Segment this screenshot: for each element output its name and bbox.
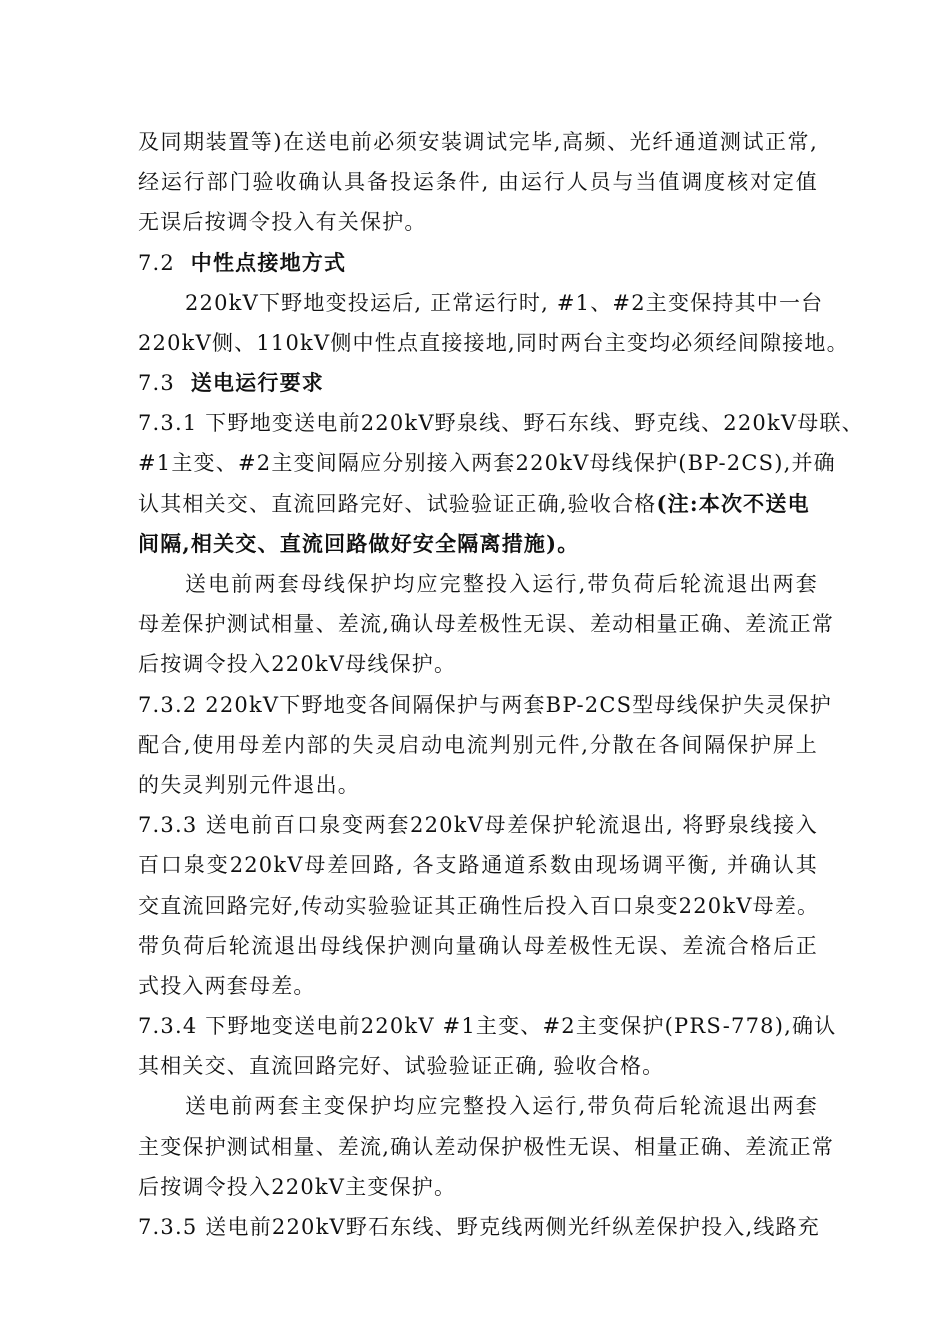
s7-3-5-line-1: 7.3.5 送电前220kV野石东线、野克线两侧光纤纵差保护投入,线路充 [138,1215,820,1239]
s7-3-3-line-3: 交直流回路完好,传动实验验证其正确性后投入百口泉变220kV母差。 [138,894,820,918]
s7-3-3-line-1: 7.3.3 送电前百口泉变两套220kV母差保护轮流退出, 将野泉线接入 [138,813,818,837]
section-title: 中性点接地方式 [190,250,347,275]
s7-3-1-line-3-text: 认其相关交、直流回路完好、试验验证正确,验收合格 [138,492,657,516]
s7-3-1-line-3 [138,489,818,519]
s7-3-2-line-3: 的失灵判别元件退出。 [138,773,360,797]
s7-3-1-note-continued: 间隔,相关交、直流回路做好安全隔离措施)。 [138,531,580,556]
s7-3-4-para2-line-3: 后按调令投入220kV主变保护。 [138,1175,457,1199]
section-heading-7-2 [138,248,818,278]
s7-3-3-line-5: 式投入两套母差。 [138,974,316,998]
intro-line-1: 及同期装置等)在送电前必须安装调试完毕,高频、光纤通道测试正常, [138,130,818,154]
intro-line-2: 经运行部门验收确认具备投运条件, 由运行人员与当值调度核对定值 [138,170,818,194]
s7-3-4-para2-line-1: 送电前两套主变保护均应完整投入运行,带负荷后轮流退出两套 [185,1094,818,1118]
s7-3-3-line-4: 带负荷后轮流退出母线保护测向量确认母差极性无误、差流合格后正 [138,934,818,958]
s7-3-3-line-2: 百口泉变220kV母差回路, 各支路通道系数由现场调平衡, 并确认其 [138,853,818,877]
s7-3-1-line-2: #1主变、#2主变间隔应分别接入两套220kV母线保护(BP-2CS),并确 [138,451,836,475]
s7-3-4-line-2: 其相关交、直流回路完好、试验验证正确, 验收合格。 [138,1054,665,1078]
s7-3-4-para2-line-2: 主变保护测试相量、差流,确认差动保护极性无误、相量正确、差流正常 [138,1135,835,1159]
section-title: 送电运行要求 [190,370,324,395]
section-number: 7.2 [138,251,175,275]
s7-3-1-note: (注:本次不送电 [656,491,810,516]
section-number: 7.3 [138,371,175,395]
intro-line-3: 无误后按调令投入有关保护。 [138,210,427,234]
section-heading-7-3 [138,368,818,398]
s7-3-1-para2-line-3: 后按调令投入220kV母线保护。 [138,652,457,676]
s7-3-1-line-1: 7.3.1 下野地变送电前220kV野泉线、野石东线、野克线、220kV母联、 [138,411,864,435]
s7-3-1-para2-line-1: 送电前两套母线保护均应完整投入运行,带负荷后轮流退出两套 [185,572,818,596]
s7-3-4-line-1: 7.3.4 下野地变送电前220kV #1主变、#2主变保护(PRS-778),确认 [138,1014,837,1038]
s7-2-line-2: 220kV侧、110kV侧中性点直接接地,同时两台主变均必须经间隙接地。 [138,331,849,355]
s7-2-line-1: 220kV下野地变投运后, 正常运行时, #1、#2主变保持其中一台 [185,291,824,315]
s7-3-2-line-1: 7.3.2 220kV下野地变各间隔保护与两套BP-2CS型母线保护失灵保护 [138,693,833,717]
s7-3-1-para2-line-2: 母差保护测试相量、差流,确认母差极性无误、差动相量正确、差流正常 [138,612,835,636]
s7-3-2-line-2: 配合,使用母差内部的失灵启动电流判别元件,分散在各间隔保护屏上 [138,733,818,757]
